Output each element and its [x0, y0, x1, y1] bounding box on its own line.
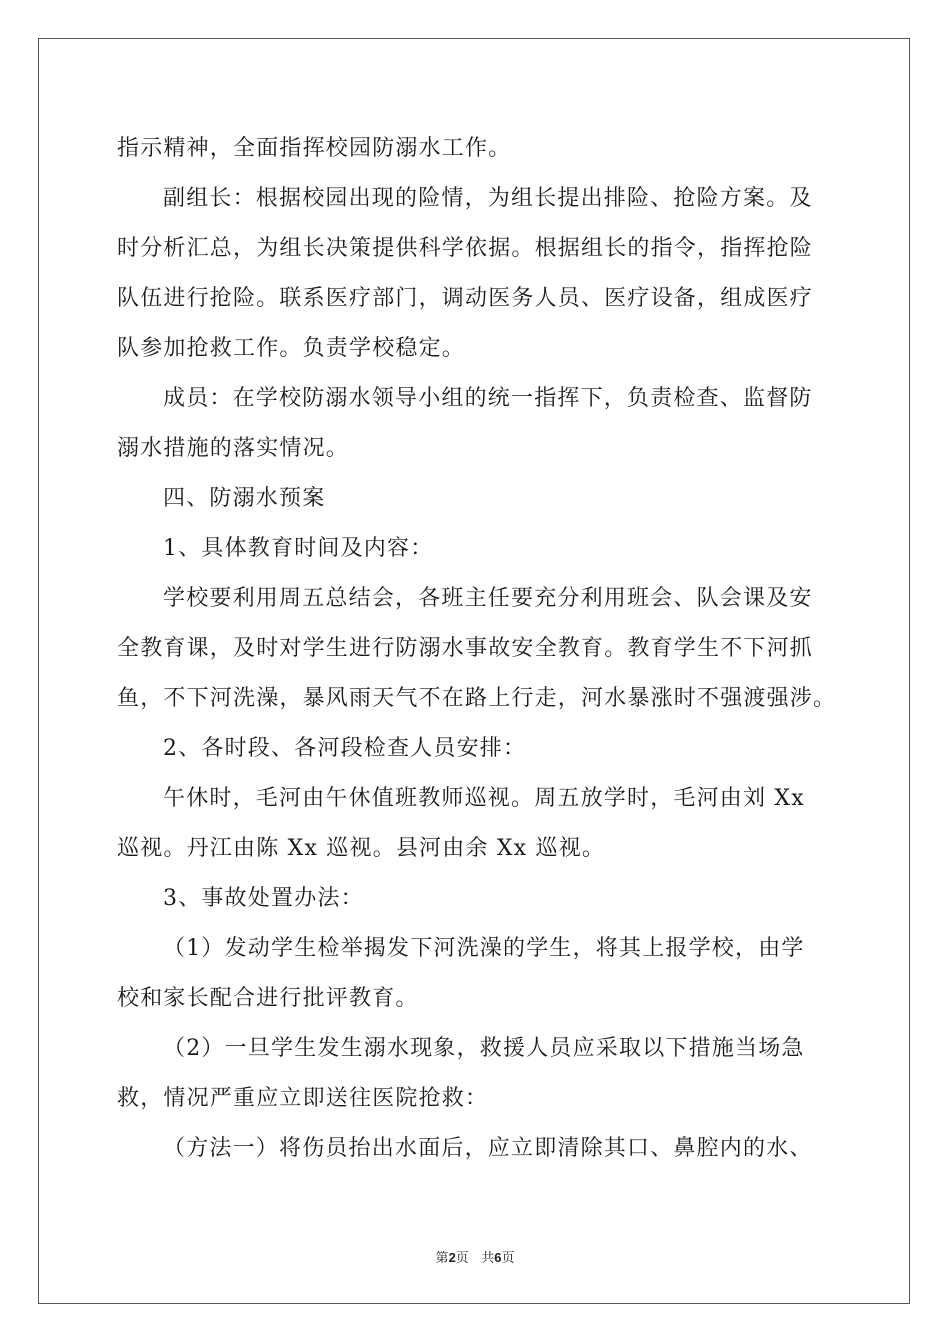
paragraph-line: （方法一）将伤员抬出水面后，应立即清除其口、鼻腔内的水、 [163, 1136, 813, 1161]
paragraph-line: （1）发动学生检举揭发下河洗澡的学生，将其上报学校，由学 [163, 936, 805, 961]
footer-mid: 页 共 [455, 1251, 495, 1266]
paragraph-line: 救，情况严重应立即送往医院抢救： [117, 1086, 489, 1111]
footer-suffix: 页 [501, 1251, 515, 1266]
subsection-heading: 1、具体教育时间及内容： [163, 536, 434, 561]
section-heading: 四、防溺水预案 [163, 486, 326, 511]
paragraph-line: 全教育课，及时对学生进行防溺水事故安全教育。教育学生不下河抓 [117, 636, 814, 661]
paragraph-line: 午休时，毛河由午休值班教师巡视。周五放学时，毛河由刘 Xx [163, 786, 805, 811]
total-page-number: 6 [494, 1250, 502, 1265]
paragraph-line: 成员：在学校防溺水领导小组的统一指挥下，负责检查、监督防 [163, 386, 813, 411]
page-number-footer [0, 1247, 950, 1266]
paragraph-line: 指示精神，全面指挥校园防溺水工作。 [117, 136, 512, 161]
footer-prefix: 第 [435, 1251, 449, 1266]
paragraph-line: （2）一旦学生发生溺水现象，救援人员应采取以下措施当场急 [163, 1036, 805, 1061]
subsection-heading: 3、事故处置办法： [163, 886, 364, 911]
paragraph-line: 学校要利用周五总结会，各班主任要充分利用班会、队会课及安 [163, 586, 813, 611]
paragraph-line: 时分析汇总，为组长决策提供科学依据。根据组长的指令，指挥抢险 [117, 236, 814, 261]
paragraph-line: 队参加抢救工作。负责学校稳定。 [117, 336, 466, 361]
paragraph-line: 巡视。丹江由陈 Xx 巡视。县河由余 Xx 巡视。 [117, 836, 606, 861]
paragraph-line: 副组长：根据校园出现的险情，为组长提出排险、抢险方案。及 [163, 186, 813, 211]
paragraph-line: 队伍进行抢险。联系医疗部门，调动医务人员、医疗设备，组成医疗 [117, 286, 814, 311]
paragraph-line: 鱼，不下河洗澡，暴风雨天气不在路上行走，河水暴涨时不强渡强涉。 [117, 686, 837, 711]
current-page-number: 2 [448, 1250, 456, 1265]
page-border [38, 38, 910, 1304]
paragraph-line: 溺水措施的落实情况。 [117, 436, 350, 461]
paragraph-line: 校和家长配合进行批评教育。 [117, 986, 419, 1011]
subsection-heading: 2、各时段、各河段检查人员安排： [163, 736, 527, 761]
